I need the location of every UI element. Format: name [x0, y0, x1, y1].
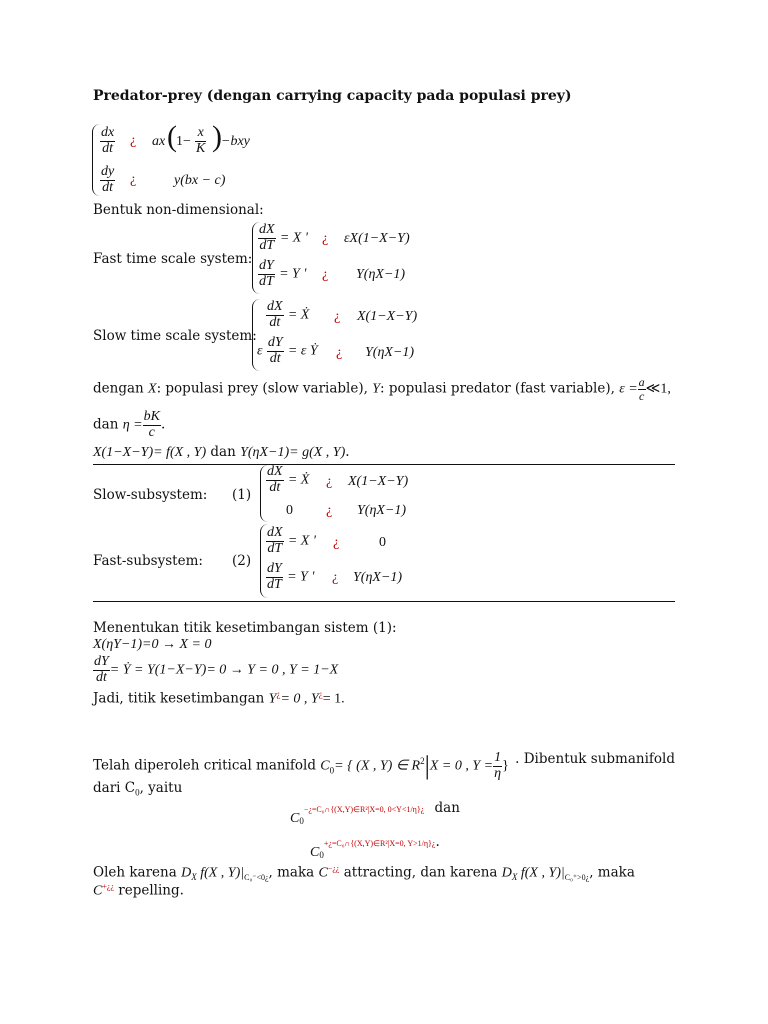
dan-line: dan η = $\frac{bK}{c}$ .: [93, 409, 166, 440]
glyph-marker: ¿: [334, 309, 341, 324]
fg-line: X(1−X−Y)= f(X , Y) dan Y(ηX−1)= g(X , Y).: [93, 444, 350, 460]
fast-sub-number: (2): [232, 553, 252, 569]
slow-label: Slow time scale system:: [93, 328, 257, 344]
equilibrium-line1: X(ηY−1)=0 → X = 0: [93, 637, 212, 652]
glyph-marker: ¿: [322, 231, 329, 246]
slow-eq1: $\frac{dX}{dt}$ = Ẋ: [267, 299, 310, 330]
glyph-marker: ¿: [336, 345, 343, 360]
glyph-marker: ¿: [322, 267, 329, 282]
eq1-frac: $\frac{x}{K}$: [196, 125, 206, 156]
glyph-marker: ¿: [333, 535, 340, 550]
system-eq2: $\frac{dy}{dt}$: [101, 164, 115, 195]
slow-sub-number: (1): [232, 487, 252, 503]
glyph-marker: ¿: [326, 503, 333, 518]
paren-close: ): [212, 120, 222, 153]
slow-eq2-rhs: Y(ηX−1): [365, 345, 415, 360]
slow-sub-eq1-rhs: X(1−X−Y): [348, 474, 409, 489]
fast-label: Fast time scale system:: [93, 251, 253, 267]
glyph-marker: ¿: [130, 172, 137, 187]
equilibrium-line2: $\frac{dY}{dt}$ = Ẏ = Y(1−X−Y)= 0 → Y = 0 , Y = 1−X: [94, 654, 339, 685]
glyph-marker: ¿: [326, 474, 333, 489]
eq2-rhs: y(bx − c): [174, 173, 226, 188]
paren-open: (: [167, 120, 177, 153]
equilibrium-intro: Menentukan titik kesetimbangan sistem (1):: [93, 620, 397, 636]
fast-sub-eq2: $\frac{dY}{dT}$ = Y ': [267, 561, 315, 592]
manifold-line: Telah diperoleh critical manifold $C_0=$ { (X , Y) ∈ $R^2|X = 0$ , Y = $\frac{1}{\eta}$ } . Dibentuk submanifold: [93, 750, 675, 781]
divider-top: [93, 464, 675, 465]
slow-eq1-rhs: X(1−X−Y): [357, 309, 418, 324]
fast-eq2: $\frac{dY}{dT}$ = Y ': [259, 258, 307, 289]
conclusion-line1: Oleh karena $D_X$ f(X , $Y)|_{C_0^-<0¿}$, maka C−¿¿ attracting, dan karena $D_X$ f(X , $Y)|_{C_0^+>0¿}$, maka: [93, 864, 635, 883]
submanifold-minus: $C_0-¿=C_0\cap\{(X,Y)\in R^2|X=0$, 0<Y<1/η}¿ dan: [290, 800, 460, 826]
page-title: Predator-prey (dengan carrying capacity pada populasi prey): [93, 88, 572, 104]
eq1-rhs-b: 1−: [176, 134, 191, 149]
eq1-rhs-c: −bxy: [221, 134, 250, 149]
submanifold-plus: $C_0+¿=C_0\cap\{(X,Y)\in R^2|X=0$, Y>1/η}¿.: [310, 834, 440, 860]
glyph-marker: ¿: [130, 133, 137, 148]
equilibrium-conclusion: Jadi, titik kesetimbangan Y¿= 0 , Y¿= 1.: [93, 689, 345, 707]
fast-eq1-rhs: εX(1−X−Y): [344, 231, 410, 246]
fast-sub-eq1: $\frac{dX}{dT}$ = X ': [267, 525, 316, 556]
fast-eq2-rhs: Y(ηX−1): [356, 267, 406, 282]
slow-eq2: ε $\frac{dY}{dt}$ = ε Ẏ: [257, 335, 318, 366]
conclusion-line2: C+¿¿ repelling.: [93, 882, 184, 899]
glyph-marker: ¿: [332, 570, 339, 585]
dengan-line: dengan X: populasi prey (slow variable), Y: populasi predator (fast variable), ε = $\frac{a}{c}$ ≪1,: [93, 375, 671, 403]
nondim-label: Bentuk non-dimensional:: [93, 202, 264, 218]
slow-sub-eq2-lhs: 0: [286, 503, 293, 518]
fast-sub-eq2-rhs: Y(ηX−1): [353, 570, 403, 585]
eq1-rhs-a: ax: [152, 134, 166, 149]
slow-sub-eq1: $\frac{dX}{dt}$ = Ẋ: [267, 464, 310, 495]
fast-eq1: $\frac{dX}{dT}$ = X ': [259, 222, 308, 253]
divider-bottom: [93, 601, 675, 602]
slow-sub-label: Slow-subsystem:: [93, 487, 208, 503]
system-brace: [92, 124, 100, 196]
system-eq1: $\frac{dx}{dt}$: [101, 125, 115, 156]
manifold-line2: dari $C_0$, yaitu: [93, 780, 183, 798]
slow-sub-eq2-rhs: Y(ηX−1): [357, 503, 407, 518]
fast-sub-label: Fast-subsystem:: [93, 553, 203, 569]
fast-sub-eq1-rhs: 0: [379, 535, 386, 550]
